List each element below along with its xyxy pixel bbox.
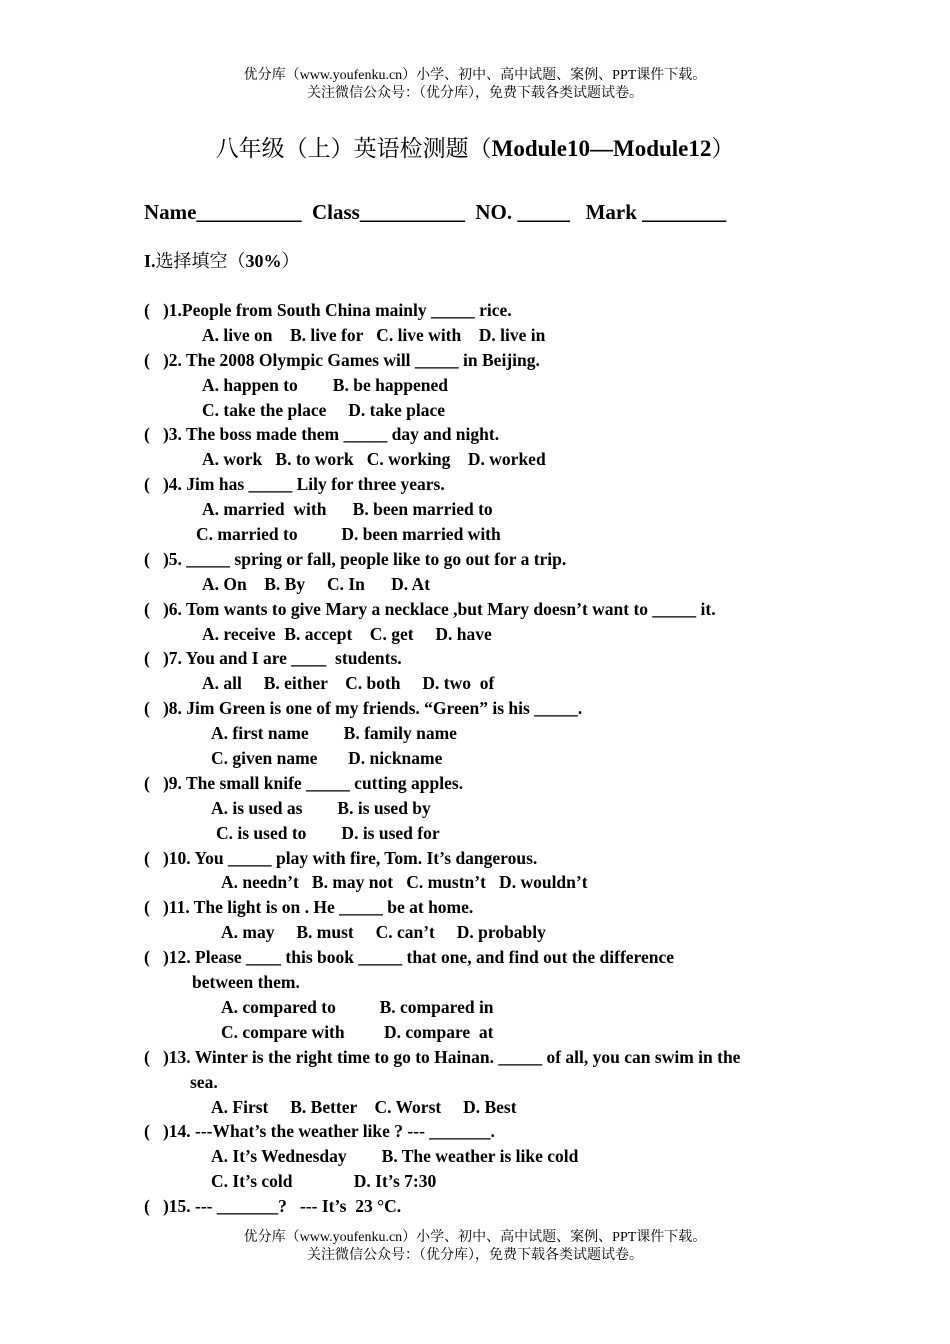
title-prefix: 八年级（上）英语检测题（	[215, 136, 492, 161]
page-footer	[0, 1229, 950, 1265]
answer-options: A. live on B. live for C. live with D. live in	[202, 324, 546, 345]
question-stem: ( )15. --- _______? --- It’s 23 °C.	[144, 1196, 402, 1217]
page-title	[0, 134, 950, 164]
answer-options: A. work B. to work C. working D. worked	[202, 449, 546, 470]
answer-options: A. first name B. family name	[211, 723, 457, 744]
question-stem: ( )5. _____ spring or fall, people like to go out for a trip.	[144, 548, 567, 569]
answer-options: C. take the place D. take place	[202, 399, 446, 420]
question-stem: ( )7. You and I are ____ students.	[144, 648, 402, 669]
question-stem: ( )14. ---What’s the weather like ? --- _______.	[144, 1121, 495, 1142]
answer-options: A. receive B. accept C. get D. have	[202, 623, 492, 644]
question-list	[144, 298, 844, 1219]
answer-options: C. married to D. been married with	[196, 524, 501, 545]
header-line-1: 优分库（www.youfenku.cn）小学、初中、高中试题、案例、PPT课件下载。	[243, 68, 707, 83]
header-line-2: 关注微信公众号：（优分库），免费下载各类试题试卷。	[307, 86, 643, 101]
answer-options: A. It’s Wednesday B. The weather is like cold	[211, 1146, 579, 1167]
answer-options: C. is used to D. is used for	[216, 822, 440, 843]
answer-options: A. all B. either C. both D. two of	[202, 673, 495, 694]
question-stem: ( )2. The 2008 Olympic Games will _____ in Beijing.	[144, 349, 540, 370]
answer-options: A. may B. must C. can’t D. probably	[221, 922, 546, 943]
page-header	[0, 67, 950, 103]
section-label: 选择填空（	[155, 251, 246, 271]
answer-options: sea.	[190, 1071, 218, 1092]
question-stem: ( )9. The small knife _____ cutting apples.	[144, 772, 464, 793]
question-stem: ( )4. Jim has _____ Lily for three years.	[144, 474, 445, 495]
student-info-line: Name__________ Class__________ NO. _____ Mark ________	[144, 200, 727, 224]
section-heading	[144, 249, 300, 273]
answer-options: A. First B. Better C. Worst D. Best	[211, 1096, 517, 1117]
footer-line-2: 关注微信公众号：（优分库），免费下载各类试题试卷。	[307, 1248, 643, 1263]
footer-line-1: 优分库（www.youfenku.cn）小学、初中、高中试题、案例、PPT课件下载。	[243, 1230, 707, 1245]
answer-options: C. It’s cold D. It’s 7:30	[211, 1171, 437, 1192]
answer-options: C. given name D. nickname	[211, 748, 443, 769]
answer-options: A. is used as B. is used by	[211, 797, 431, 818]
title-modules: Module10—Module12	[491, 136, 712, 161]
question-stem: ( )1.People from South China mainly _____ rice.	[144, 300, 512, 320]
title-suffix: ）	[711, 136, 735, 161]
question-stem: ( )8. Jim Green is one of my friends. “Green” is his _____.	[144, 698, 583, 719]
question-stem: ( )11. The light is on . He _____ be at home.	[144, 897, 474, 918]
answer-options: A. happen to B. be happened	[202, 374, 449, 395]
section-close: ）	[281, 251, 300, 271]
answer-options: A. compared to B. compared in	[221, 996, 494, 1017]
section-score: 30%	[245, 251, 282, 271]
question-stem: ( )6. Tom wants to give Mary a necklace ,but Mary doesn’t want to _____ it.	[144, 598, 716, 619]
question-stem: ( )10. You _____ play with fire, Tom. It’s dangerous.	[144, 847, 538, 868]
question-stem: ( )3. The boss made them _____ day and night.	[144, 424, 500, 445]
answer-options: A. On B. By C. In D. At	[202, 573, 431, 594]
answer-options: A. married with B. been married to	[202, 499, 493, 520]
answer-options: A. needn’t B. may not C. mustn’t D. wouldn’t	[221, 872, 588, 893]
answer-options: between them.	[192, 972, 300, 993]
section-roman: I.	[144, 251, 156, 271]
answer-options: C. compare with D. compare at	[221, 1021, 494, 1042]
question-stem: ( )12. Please ____ this book _____ that one, and find out the difference	[144, 947, 675, 968]
question-stem: ( )13. Winter is the right time to go to Hainan. _____ of all, you can swim in the	[144, 1046, 741, 1067]
